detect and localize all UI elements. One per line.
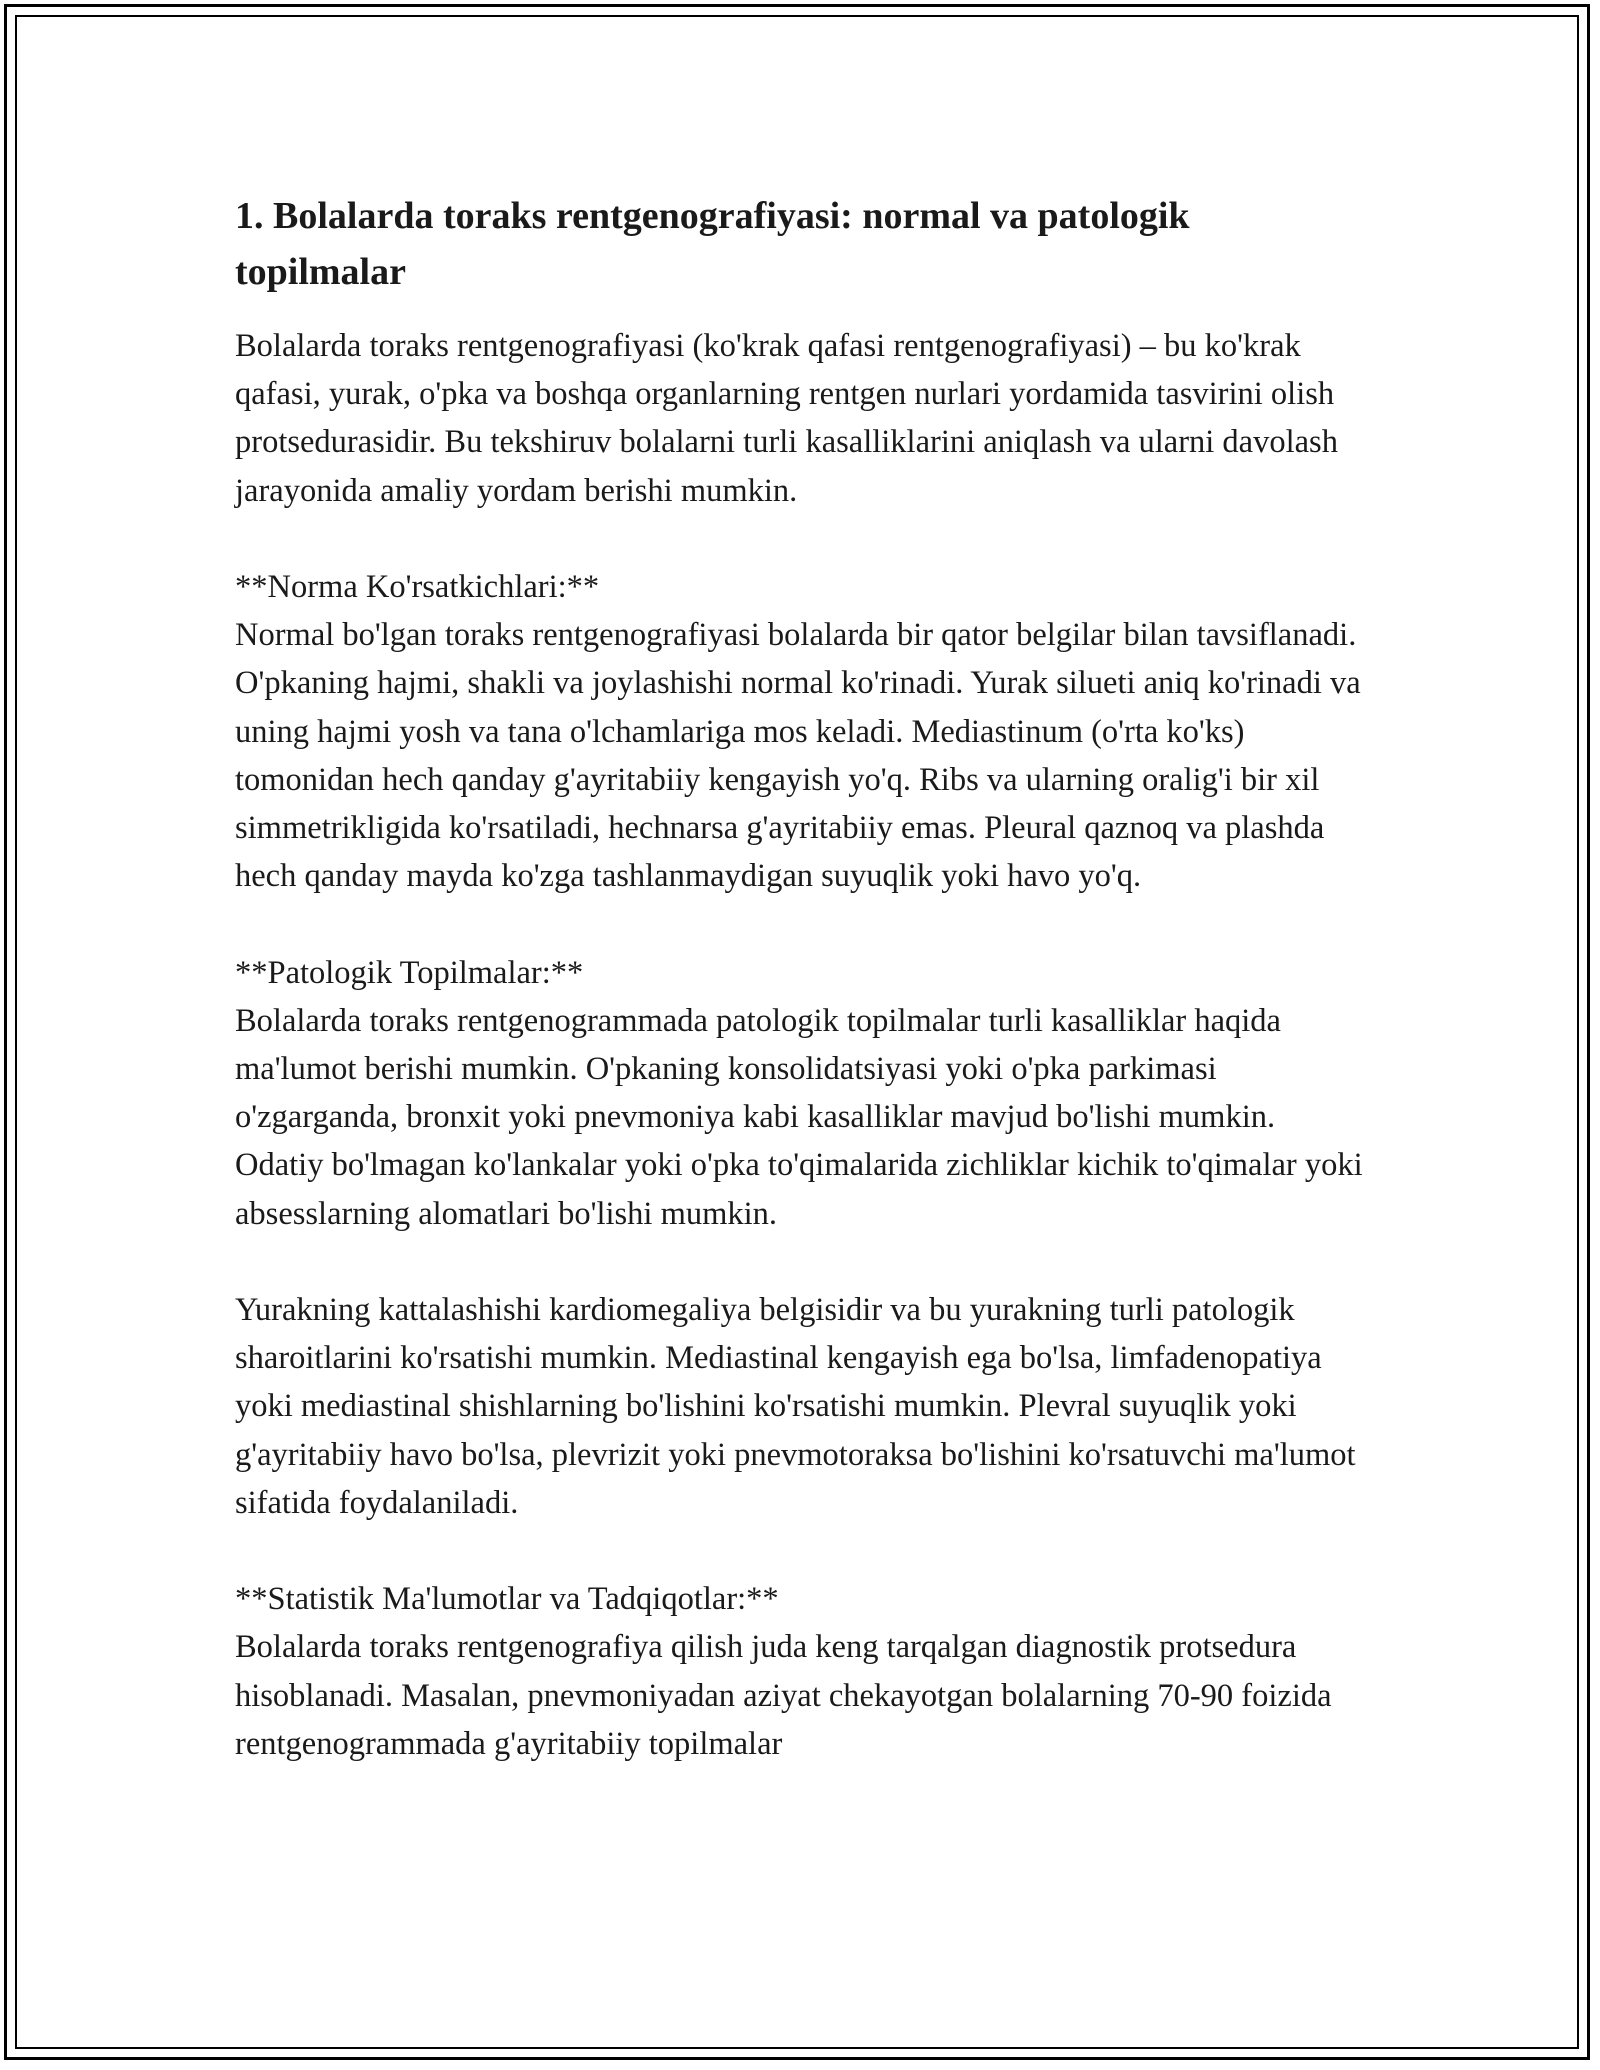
section-paragraph: Yurakning kattalashishi kardiomegaliya belgisidir va bu yurakning turli patologik sharoitlarini ko'rsatishi mumkin. Mediastinal kengayish ega bo'lsa, limfadenopatiya yoki mediastinal shishlarning bo'lishini ko'rsatishi mumkin. Plevral suyuqlik yoki g'ayritabiiy havo bo'lsa, plevrizit yoki pnevmotoraksa bo'lishini ko'rsatuvchi ma'lumot sifatida foydalaniladi. [235, 1292, 1356, 1521]
section-heading: **Norma Ko'rsatkichlari:** [235, 569, 600, 605]
paragraph-spacer [235, 900, 1370, 948]
document-body [235, 188, 1370, 1768]
paragraph-spacer [235, 515, 1370, 563]
intro-paragraph: Bolalarda toraks rentgenografiyasi (ko'krak qafasi rentgenografiyasi) – bu ko'krak qafasi, yurak, o'pka va boshqa organlarning rentgen nurlari yordamida tasvirini olish protsedurasidir. Bu tekshiruv bolalarni turli kasalliklarini aniqlash va ularni davolash jarayonida amaliy yordam berishi mumkin. [235, 328, 1338, 509]
section-norma [235, 563, 1370, 900]
section-paragraph: Normal bo'lgan toraks rentgenografiyasi bolalarda bir qator belgilar bilan tavsiflanadi. O'pkaning hajmi, shakli va joylashishi normal ko'rinadi. Yurak silueti aniq ko'rinadi va uning hajmi yosh va tana o'lchamlariga mos keladi. Mediastinum (o'rta ko'ks) tomonidan hech qanday g'ayritabiiy kengayish yo'q. Ribs va ularning oralig'i bir xil simmetrikligida ko'rsatiladi, hechnarsa g'ayritabiiy emas. Pleural qaznoq va plashda hech qanday mayda ko'zga tashlanmaydigan suyuqlik yoki havo yo'q. [235, 617, 1361, 895]
section-statistik [235, 1575, 1370, 1768]
section-paragraph: Bolalarda toraks rentgenografiya qilish juda keng tarqalgan diagnostik protsedura hisoblanadi. Masalan, pnevmoniyadan aziyat chekayotgan bolalarning 70-90 foizida rentgenogrammada g'ayritabiiy topilmalar [235, 1629, 1332, 1762]
paragraph-spacer [235, 1527, 1370, 1575]
document-title: 1. Bolalarda toraks rentgenografiyasi: normal va patologik topilmalar [235, 195, 1190, 293]
section-heading: **Statistik Ma'lumotlar va Tadqiqotlar:** [235, 1581, 779, 1618]
section-patologik [235, 949, 1370, 1527]
section-paragraph: Bolalarda toraks rentgenogrammada patologik topilmalar turli kasalliklar haqida ma'lumot berishi mumkin. O'pkaning konsolidatsiyasi yoki o'pka parkimasi o'zgarganda, bronxit yoki pnevmoniya kabi kasalliklar mavjud bo'lishi mumkin. Odatiy bo'lmagan ko'lankalar yoki o'pka to'qimalarida zichliklar kichik to'qimalar yoki absesslarning alomatlari bo'lishi mumkin. [235, 1002, 1363, 1232]
paragraph-spacer [235, 1238, 1370, 1286]
section-heading: **Patologik Topilmalar:** [235, 954, 584, 991]
